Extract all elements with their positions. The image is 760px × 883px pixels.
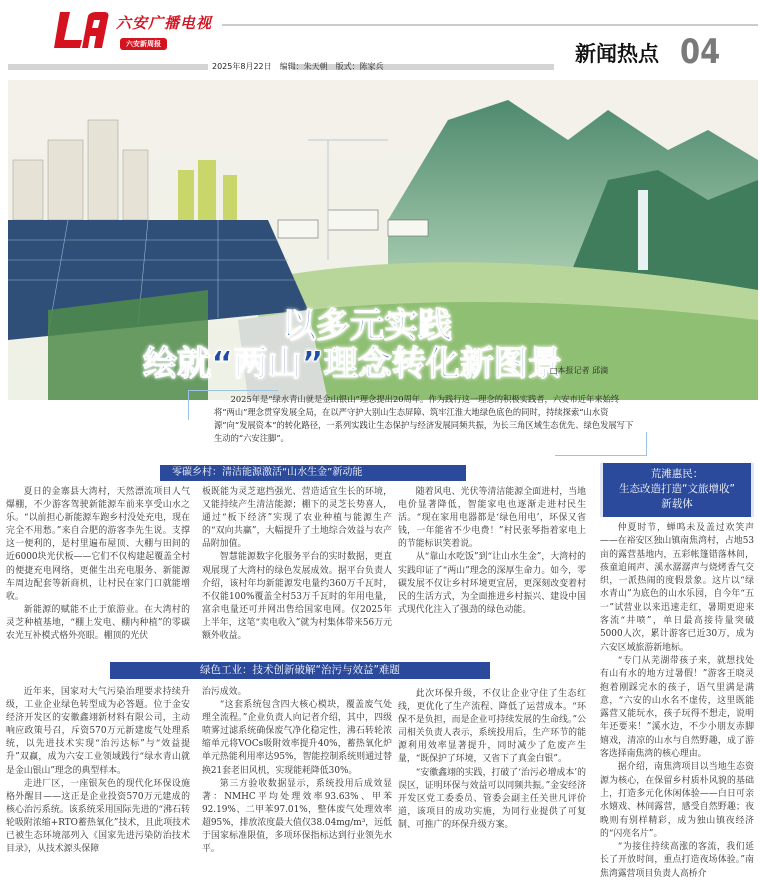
- page-number: 04: [680, 32, 721, 72]
- logo-mark: [52, 10, 110, 50]
- headline-line1: 以多元实践: [282, 306, 452, 346]
- article-column: 夏日的金寨县大湾村，天然漂流项目人气爆棚，不少游客驾驶新能源车前来享受山水之乐。“以前担心新能源车跑乡村没处充电，现在完全不用愁。”来自合肥的游客李先生说。支撑这一便利的，是村里遍布屋顶、大棚与田间的近6000块光伏板——它们不仅构建起覆盖全村的便捷充电网络，更催生出充电服务、新能源车周边配套等新商机，让村民在家门口就能增收。 新能源的赋能不止于旅游业。在大湾村的灵芝种植基地，“棚上发电、棚内种植”的零碳农光互补模式格外亮眼。棚顶的光伏: [6, 487, 190, 642]
- article-column: 随着风电、光伏等清洁能源全面进村，当地电价显著降低，智能家电也逐渐走进村民生活。“现在家用电器都是‘绿色用电’，环保又省钱，一年能省不少电费！”村民张琴指着家电上的节能标识笑着说。 从“靠山水吃饭”到“让山水生金”，大湾村的实践印证了“两山”理念的深厚生命力。如今，零碳发展不仅让乡村环境更宜居，更深刻改变着村民的生活方式，为全面推进乡村振兴、建设中国式现代化注入了强劲的绿色动能。: [398, 487, 586, 615]
- section-heading: 绿色工业：技术创新破解“治污与效益”难题: [110, 662, 490, 679]
- sidebar-column: 仲夏时节，蝉鸣未及盖过欢笑声——在裕安区独山镇南焦湾村，占地53亩的露营基地内，五彩帐篷错落林间，孩童追闹声、溪水潺潺声与烧烤香气交织，一派热闹的度假景象。这片以“绿水青山”为底色的山水乐园，自今年“五一”试营业以来迅速走红，暑期更迎来客流“井喷”，单日最高接待量突破5000人次，累计游客已近30万，成为六安区域旅游新地标。 “专门从芜湖带孩子来，就想找处有山有水的地方过暑假！”游客王晓灵抱着刚踩完水的孩子，语气里满是满意，“六安的山水名不虚传，这里既能露营又能玩水，孩子玩得不想走，说明年还要来！”溪水边，不少小朋友赤脚嬉戏，清凉的山水与自然野趣，成了游客选择南焦湾的核心理由。 据介绍，南焦湾项目以当地生态资源为核心，在保留乡村质朴风貌的基础上，打造多元化休闲体验——白日可亲水嬉戏、林间露营，感受自然野趣；夜晚则有别样精彩，成为独山镇夜经济的“闪亮名片”。 “为接住持续高涨的客流，我们延长了开放时间，重点打造夜场体验。”南焦湾露营项目负责人高桥介: [600, 523, 754, 879]
- divider: [222, 24, 758, 26]
- article-column: 近年来，国家对大气污染治理要求持续升级，工业企业绿色转型成为必答题。位于金安经济开发区的安徽鑫翊新材料有限公司，主动响应政策号召，斥资570万元新建废气处理系统，以先进技术实现“治污达标”与“效益提升”双赢，成为六安工业领域践行“绿水青山就是金山银山”理念的典型样本。 走进厂区，一座银灰色的现代化环保设施格外醒目——这正是企业投资570万元建成的核心治污系统。该系统采用国际先进的“沸石转轮吸附浓缩+RTO蓄热氧化”技术，且此项技术已被生态环境部列入《国家先进污染防治技术目录》，从技术源头保障: [6, 687, 190, 855]
- section-heading: 零碳乡村：清洁能源激活“山水生金”新动能: [160, 465, 466, 481]
- article-column: 此次环保升级，不仅让企业守住了生态红线，更优化了生产流程、降低了运营成本。“环保不是负担，而是企业可持续发展的生命线。”公司相关负责人表示，系统投用后，生产环节的能源利用效率显著提升，同时减少了危废产生量，“既保护了环境，又省下了真金白银”。 “安徽鑫翊的实践，打破了‘治污必增成本’的误区，证明环保与效益可以同频共振。”金安经济开发区党工委委员、管委会副主任关世凡评价道，该项目的成功实施，为同行业提供了可复制、可推广的环保升级方案。: [398, 689, 586, 830]
- logo-subtitle: 六安新周报: [120, 38, 167, 50]
- lead-paragraph: 2025年是“绿水青山就是金山银山”理念提出20周年。作为践行这一理念的积极实践者，六安市近年来始终将“两山”理念贯穿发展全局，在以严守护大别山生态屏障、筑牢江淮大地绿色底色的同时，持续探索“山水资源”向“发展资本”的转化路径，一系列实践让生态保护与经济发展同频共振，为长三角区域生态优先、绿色发展写下生动的“六安注脚”。: [214, 394, 634, 443]
- article-column: 板既能为灵芝遮挡强光、营造适宜生长的环境，又能持续产生清洁能源；棚下的灵芝长势喜人，通过“板下经济”实现了农业种植与能源生产的“双向共赢”，大幅提升了土地综合效益与农产品附加值。 智慧能源数字化服务平台的实时数据，更直观展现了大湾村的绿色发展成效。据平台负责人介绍，该村年均新能源发电量约360万千瓦时，不仅能100%覆盖全村53万千瓦时的年用电量，富余电量还可并网出售给国家电网。仅2025年上半年，这笔“卖电收入”就为村集体带来56万元额外收益。: [202, 487, 392, 642]
- section-name: 新闻热点: [575, 42, 659, 66]
- article-column: 治污成效。 “这套系统包含四大核心模块，覆盖废气处理全流程。”企业负责人向记者介绍，其中，四级喷雾过滤系统确保废气净化稳定性，沸石转轮浓缩单元将VOCs吸附效率提升40%，蓄热氧化炉单元热能利用率达95%，智能控制系统则通过替换21套老旧风机，实现能耗降低30%。 第三方验收数据显示，系统投用后成效显著：NMHC平均处理效率93.63%、甲苯92.19%、二甲苯97.01%，整体废气处理效率超95%，排放浓度最大值仅38.04mg/m³，远低于国家标准限值，多项环保指标达到行业领先水平。: [202, 687, 392, 855]
- byline: □本报记者 邱滴: [550, 366, 609, 375]
- sidebar-heading: 荒滩惠民： 生态改造打造“文旅增收” 新载体: [600, 463, 754, 517]
- dateline: 2025年8月22日 编辑：朱天朝 版式：陈家兵: [212, 62, 384, 71]
- logo-text: 六安广播电视: [116, 14, 213, 32]
- divider: [8, 64, 208, 70]
- headline-line2: 绘就“两山”理念转化新图景: [143, 344, 562, 384]
